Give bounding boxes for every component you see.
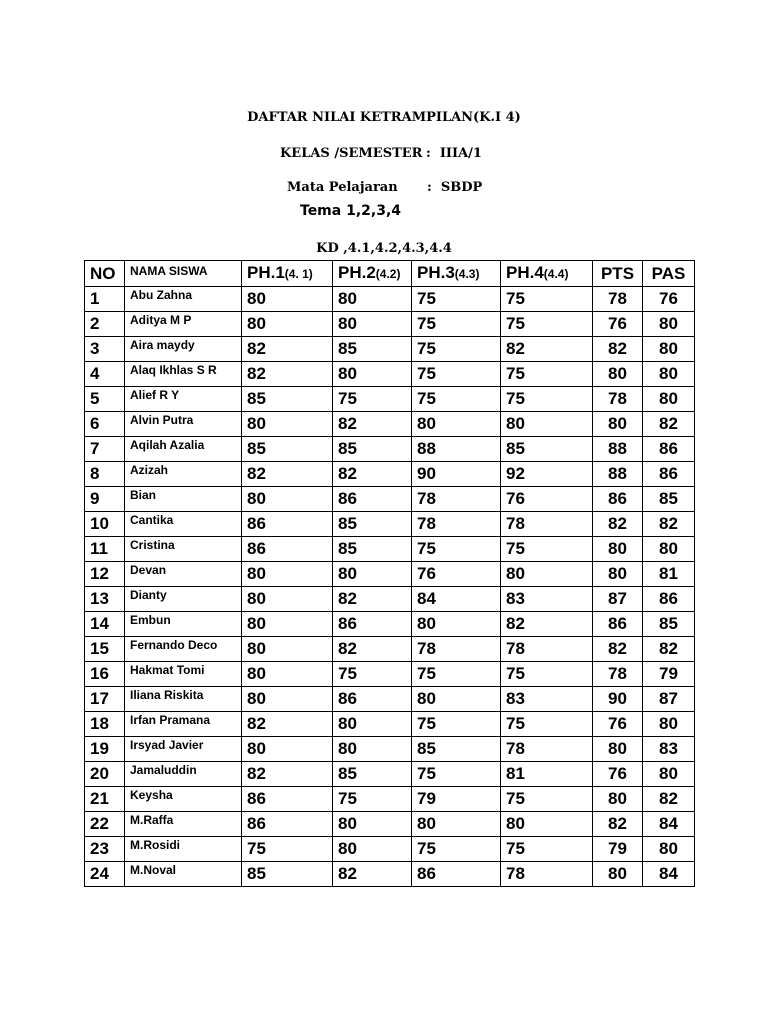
cell-pts: 87: [593, 587, 643, 612]
cell-ph2: 82: [333, 862, 412, 887]
cell-student-name: Irfan Pramana: [125, 712, 242, 737]
header-ph1-label: PH.1: [247, 263, 285, 282]
cell-pas: 86: [643, 462, 695, 487]
cell-student-name: Cristina: [125, 537, 242, 562]
cell-ph2: 80: [333, 712, 412, 737]
kd-label: KD ,4.1,4.2,4.3,4.4: [316, 241, 452, 256]
table-row: [85, 837, 695, 862]
cell-ph1: 82: [242, 337, 333, 362]
cell-pts: 80: [593, 737, 643, 762]
cell-no: 14: [85, 612, 125, 637]
cell-ph3: 75: [412, 837, 501, 862]
header-nama-siswa: [125, 261, 242, 287]
cell-pas: 87: [643, 687, 695, 712]
cell-ph3: 76: [412, 562, 501, 587]
cell-pas: 86: [643, 587, 695, 612]
mapel-value: : SBDP: [427, 180, 483, 195]
cell-ph2: 75: [333, 662, 412, 687]
cell-ph3: 75: [412, 287, 501, 312]
cell-ph3: 80: [412, 412, 501, 437]
kelas-value: : IIIA/1: [426, 146, 482, 161]
header-pas: [643, 261, 695, 287]
cell-ph3: 75: [412, 312, 501, 337]
header-ph4-label: PH.4: [506, 263, 544, 282]
cell-no: 9: [85, 487, 125, 512]
cell-pts: 86: [593, 487, 643, 512]
cell-pts: 88: [593, 462, 643, 487]
cell-ph4: 75: [501, 662, 593, 687]
cell-pas: 80: [643, 312, 695, 337]
cell-ph2: 82: [333, 637, 412, 662]
cell-ph1: 75: [242, 837, 333, 862]
cell-student-name: M.Noval: [125, 862, 242, 887]
table-row: [85, 412, 695, 437]
table-row: [85, 712, 695, 737]
cell-ph4: 78: [501, 512, 593, 537]
cell-ph4: 78: [501, 637, 593, 662]
cell-no: 23: [85, 837, 125, 862]
header-no-label: NO: [90, 263, 116, 283]
cell-pts: 80: [593, 412, 643, 437]
cell-ph3: 84: [412, 587, 501, 612]
cell-ph4: 75: [501, 362, 593, 387]
cell-no: 20: [85, 762, 125, 787]
cell-ph3: 85: [412, 737, 501, 762]
cell-ph3: 86: [412, 862, 501, 887]
cell-pas: 80: [643, 837, 695, 862]
cell-ph2: 85: [333, 537, 412, 562]
table-row: [85, 462, 695, 487]
header-ph2-kd: (4.2): [375, 267, 401, 281]
cell-ph3: 78: [412, 637, 501, 662]
cell-student-name: Abu Zahna: [125, 287, 242, 312]
cell-pts: 78: [593, 387, 643, 412]
cell-ph3: 80: [412, 612, 501, 637]
cell-pas: 86: [643, 437, 695, 462]
header-ph2-label: PH.2: [338, 263, 376, 282]
cell-ph3: 78: [412, 487, 501, 512]
cell-ph4: 81: [501, 762, 593, 787]
cell-ph2: 80: [333, 837, 412, 862]
cell-pas: 82: [643, 787, 695, 812]
cell-no: 3: [85, 337, 125, 362]
cell-no: 2: [85, 312, 125, 337]
grades-table: [84, 260, 695, 887]
cell-pts: 80: [593, 537, 643, 562]
cell-ph1: 80: [242, 662, 333, 687]
cell-pas: 83: [643, 737, 695, 762]
cell-ph3: 75: [412, 387, 501, 412]
cell-pts: 80: [593, 787, 643, 812]
cell-pas: 82: [643, 637, 695, 662]
cell-pts: 82: [593, 812, 643, 837]
cell-ph1: 80: [242, 637, 333, 662]
cell-pts: 76: [593, 712, 643, 737]
cell-ph1: 82: [242, 462, 333, 487]
cell-ph1: 86: [242, 512, 333, 537]
cell-ph2: 80: [333, 362, 412, 387]
cell-pas: 80: [643, 537, 695, 562]
table-row: [85, 512, 695, 537]
cell-ph3: 88: [412, 437, 501, 462]
document-title: DAFTAR NILAI KETRAMPILAN(K.I 4): [247, 110, 521, 125]
cell-student-name: Bian: [125, 487, 242, 512]
cell-student-name: Embun: [125, 612, 242, 637]
cell-student-name: M.Raffa: [125, 812, 242, 837]
cell-ph3: 75: [412, 762, 501, 787]
cell-student-name: Alvin Putra: [125, 412, 242, 437]
header-ph3: [412, 261, 501, 287]
cell-ph4: 75: [501, 712, 593, 737]
cell-ph1: 85: [242, 862, 333, 887]
cell-ph4: 82: [501, 337, 593, 362]
kelas-label: KELAS /SEMESTER: [280, 146, 423, 161]
cell-pas: 82: [643, 512, 695, 537]
cell-ph1: 80: [242, 562, 333, 587]
cell-pts: 86: [593, 612, 643, 637]
cell-ph1: 85: [242, 387, 333, 412]
cell-ph2: 82: [333, 587, 412, 612]
cell-student-name: Alief R Y: [125, 387, 242, 412]
cell-pas: 84: [643, 862, 695, 887]
cell-no: 5: [85, 387, 125, 412]
table-row: [85, 862, 695, 887]
cell-ph3: 79: [412, 787, 501, 812]
mapel-label: Mata Pelajaran: [287, 180, 398, 195]
table-row: [85, 762, 695, 787]
cell-ph4: 75: [501, 837, 593, 862]
cell-ph3: 75: [412, 537, 501, 562]
table-header-row: [85, 261, 695, 287]
cell-no: 12: [85, 562, 125, 587]
cell-pas: 82: [643, 412, 695, 437]
cell-pts: 79: [593, 837, 643, 862]
cell-ph4: 75: [501, 312, 593, 337]
cell-pts: 82: [593, 637, 643, 662]
cell-pas: 81: [643, 562, 695, 587]
table-row: [85, 312, 695, 337]
cell-ph1: 86: [242, 787, 333, 812]
cell-ph1: 86: [242, 537, 333, 562]
cell-student-name: Keysha: [125, 787, 242, 812]
cell-pts: 90: [593, 687, 643, 712]
cell-pts: 80: [593, 862, 643, 887]
header-pas-label: PAS: [651, 263, 686, 283]
header-pts: [593, 261, 643, 287]
cell-no: 10: [85, 512, 125, 537]
cell-ph1: 80: [242, 587, 333, 612]
cell-no: 15: [85, 637, 125, 662]
cell-ph1: 80: [242, 612, 333, 637]
cell-ph3: 75: [412, 712, 501, 737]
cell-no: 8: [85, 462, 125, 487]
cell-no: 16: [85, 662, 125, 687]
table-row: [85, 687, 695, 712]
cell-ph1: 80: [242, 287, 333, 312]
cell-ph2: 80: [333, 562, 412, 587]
cell-ph2: 75: [333, 787, 412, 812]
cell-ph4: 82: [501, 612, 593, 637]
cell-ph2: 85: [333, 762, 412, 787]
table-row: [85, 787, 695, 812]
cell-pas: 80: [643, 362, 695, 387]
cell-ph2: 85: [333, 437, 412, 462]
cell-ph1: 80: [242, 312, 333, 337]
cell-no: 21: [85, 787, 125, 812]
cell-ph4: 85: [501, 437, 593, 462]
cell-pas: 85: [643, 487, 695, 512]
table-row: [85, 487, 695, 512]
cell-no: 19: [85, 737, 125, 762]
table-row: [85, 612, 695, 637]
cell-ph4: 92: [501, 462, 593, 487]
table-row: [85, 637, 695, 662]
cell-pts: 82: [593, 512, 643, 537]
header-nama-siswa-label: NAMA SISWA: [130, 264, 208, 278]
cell-ph1: 82: [242, 762, 333, 787]
cell-ph2: 80: [333, 312, 412, 337]
cell-ph1: 80: [242, 412, 333, 437]
cell-ph2: 85: [333, 337, 412, 362]
cell-student-name: Azizah: [125, 462, 242, 487]
cell-student-name: Aira maydy: [125, 337, 242, 362]
cell-ph1: 80: [242, 737, 333, 762]
cell-ph3: 80: [412, 812, 501, 837]
cell-ph4: 75: [501, 537, 593, 562]
header-ph1: [242, 261, 333, 287]
cell-student-name: Hakmat Tomi: [125, 662, 242, 687]
cell-pts: 88: [593, 437, 643, 462]
cell-ph2: 82: [333, 412, 412, 437]
cell-ph4: 80: [501, 812, 593, 837]
table-row: [85, 362, 695, 387]
table-row: [85, 387, 695, 412]
cell-ph3: 75: [412, 337, 501, 362]
cell-ph1: 80: [242, 687, 333, 712]
cell-no: 7: [85, 437, 125, 462]
cell-pts: 82: [593, 337, 643, 362]
header-pts-label: PTS: [600, 263, 635, 283]
cell-pts: 76: [593, 762, 643, 787]
cell-student-name: M.Rosidi: [125, 837, 242, 862]
cell-pas: 84: [643, 812, 695, 837]
table-row: [85, 562, 695, 587]
cell-ph2: 75: [333, 387, 412, 412]
cell-ph3: 80: [412, 687, 501, 712]
cell-student-name: Devan: [125, 562, 242, 587]
cell-ph1: 86: [242, 812, 333, 837]
cell-ph3: 75: [412, 362, 501, 387]
cell-ph1: 80: [242, 487, 333, 512]
cell-student-name: Fernando Deco: [125, 637, 242, 662]
cell-ph4: 80: [501, 412, 593, 437]
cell-pas: 80: [643, 387, 695, 412]
cell-ph4: 78: [501, 862, 593, 887]
cell-student-name: Aqilah Azalia: [125, 437, 242, 462]
cell-no: 22: [85, 812, 125, 837]
cell-no: 17: [85, 687, 125, 712]
header-ph4-kd: (4.4): [543, 267, 569, 281]
cell-ph4: 76: [501, 487, 593, 512]
header-ph3-kd: (4.3): [454, 267, 480, 281]
cell-ph2: 80: [333, 812, 412, 837]
cell-ph2: 86: [333, 687, 412, 712]
cell-no: 4: [85, 362, 125, 387]
table-row: [85, 437, 695, 462]
header-ph2: [333, 261, 412, 287]
header-ph1-kd: (4. 1): [284, 267, 313, 281]
cell-ph2: 82: [333, 462, 412, 487]
cell-ph2: 80: [333, 287, 412, 312]
cell-no: 6: [85, 412, 125, 437]
cell-pts: 80: [593, 562, 643, 587]
cell-ph2: 85: [333, 512, 412, 537]
cell-ph2: 86: [333, 612, 412, 637]
cell-ph2: 86: [333, 487, 412, 512]
cell-no: 18: [85, 712, 125, 737]
table-body: [85, 287, 695, 887]
cell-ph3: 78: [412, 512, 501, 537]
cell-no: 11: [85, 537, 125, 562]
table-row: [85, 537, 695, 562]
cell-ph4: 78: [501, 737, 593, 762]
cell-student-name: Alaq Ikhlas S R: [125, 362, 242, 387]
cell-ph3: 90: [412, 462, 501, 487]
cell-pas: 80: [643, 712, 695, 737]
cell-ph4: 83: [501, 587, 593, 612]
cell-ph1: 82: [242, 712, 333, 737]
header-ph4: [501, 261, 593, 287]
cell-ph3: 75: [412, 662, 501, 687]
cell-ph1: 82: [242, 362, 333, 387]
cell-student-name: Jamaluddin: [125, 762, 242, 787]
cell-pts: 78: [593, 287, 643, 312]
cell-ph4: 75: [501, 287, 593, 312]
table-row: [85, 737, 695, 762]
cell-ph4: 75: [501, 787, 593, 812]
cell-ph2: 80: [333, 737, 412, 762]
cell-pas: 85: [643, 612, 695, 637]
cell-ph4: 83: [501, 687, 593, 712]
header-ph3-label: PH.3: [417, 263, 455, 282]
cell-pas: 80: [643, 762, 695, 787]
cell-student-name: Dianty: [125, 587, 242, 612]
table-row: [85, 662, 695, 687]
cell-ph1: 85: [242, 437, 333, 462]
header-no: [85, 261, 125, 287]
cell-no: 13: [85, 587, 125, 612]
tema-label: Tema 1,2,3,4: [300, 203, 402, 219]
cell-pts: 80: [593, 362, 643, 387]
cell-pts: 76: [593, 312, 643, 337]
cell-student-name: Aditya M P: [125, 312, 242, 337]
table-row: [85, 587, 695, 612]
cell-pas: 80: [643, 337, 695, 362]
cell-no: 1: [85, 287, 125, 312]
cell-ph4: 80: [501, 562, 593, 587]
cell-pts: 78: [593, 662, 643, 687]
cell-student-name: Cantika: [125, 512, 242, 537]
cell-no: 24: [85, 862, 125, 887]
cell-pas: 76: [643, 287, 695, 312]
table-row: [85, 287, 695, 312]
table-row: [85, 812, 695, 837]
cell-student-name: Irsyad Javier: [125, 737, 242, 762]
cell-ph4: 75: [501, 387, 593, 412]
table-row: [85, 337, 695, 362]
cell-student-name: Iliana Riskita: [125, 687, 242, 712]
cell-pas: 79: [643, 662, 695, 687]
